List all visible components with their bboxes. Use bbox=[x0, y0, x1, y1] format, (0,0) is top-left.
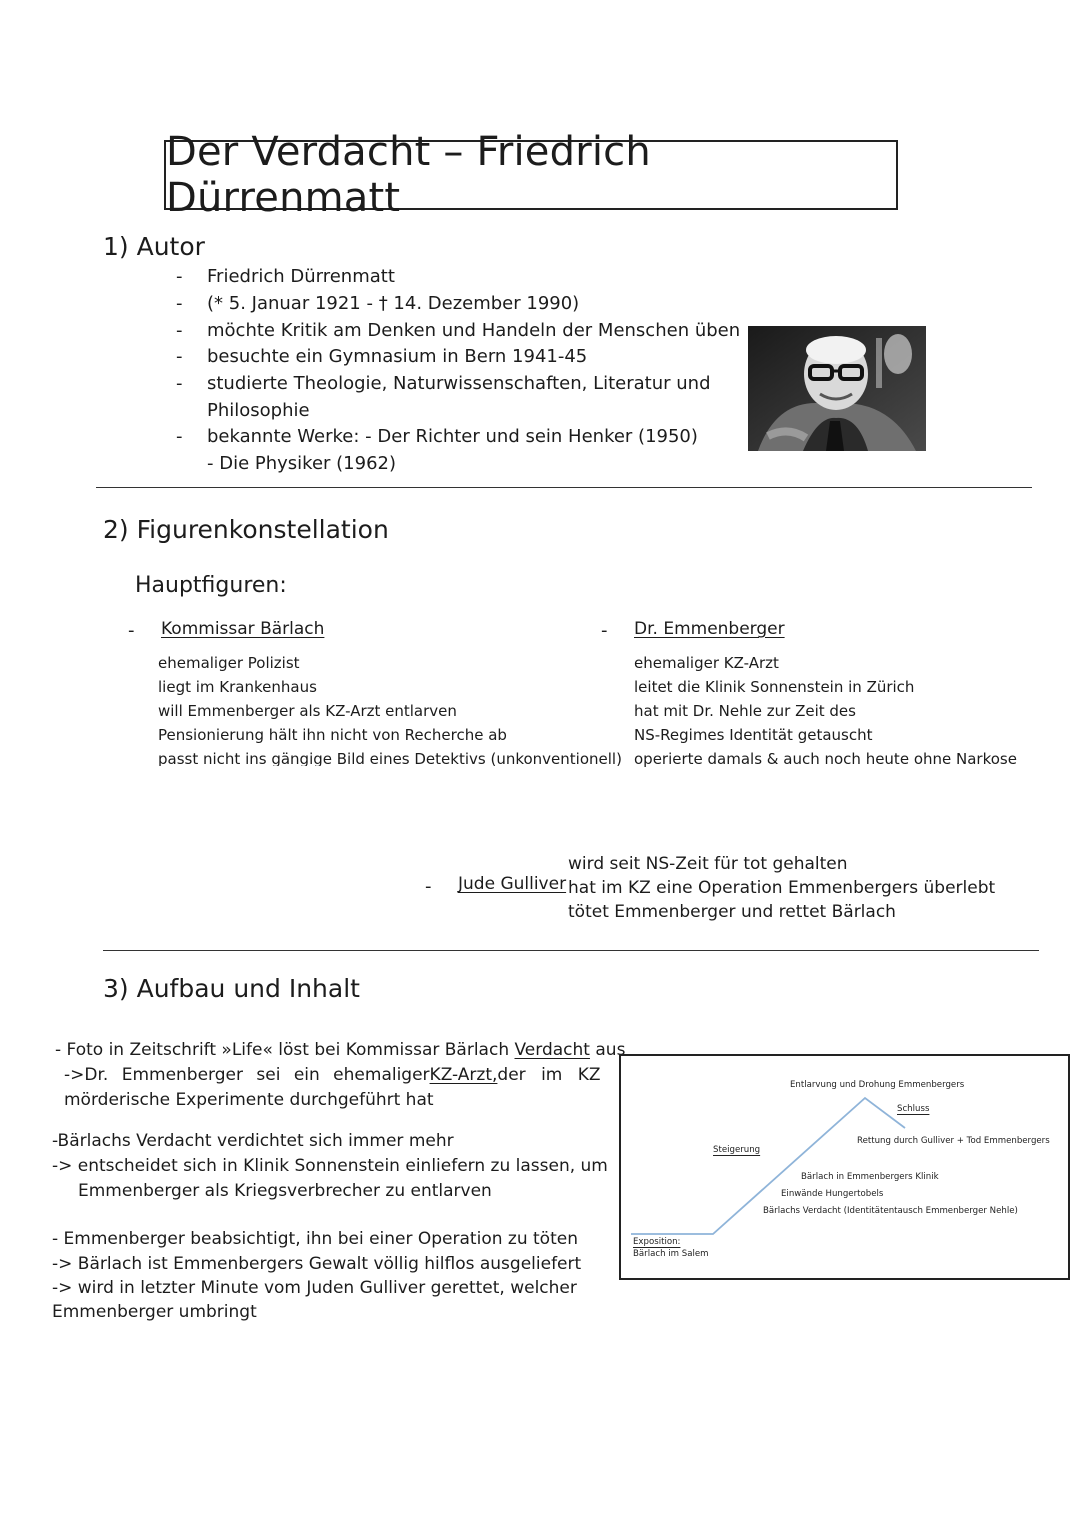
autor-item-name: Friedrich Dürrenmatt bbox=[207, 266, 395, 287]
section-heading-figuren: 2) Figurenkonstellation bbox=[103, 515, 389, 544]
label-step-klinik: Bärlach in Emmenbergers Klinik bbox=[801, 1172, 939, 1182]
bullet-dash: - bbox=[176, 293, 183, 314]
bullet-dash: - bbox=[601, 620, 608, 641]
detail-line: leitet die Klinik Sonnenstein in Zürich bbox=[634, 678, 915, 696]
author-photo bbox=[748, 326, 926, 451]
label-exposition: Exposition: bbox=[633, 1237, 681, 1247]
bullet-dash: - bbox=[176, 320, 183, 341]
label-exposition-sub: Bärlach im Salem bbox=[633, 1249, 709, 1259]
detail-line: operierte damals & auch noch heute ohne Narkose bbox=[634, 750, 1017, 768]
text-span: der im KZ bbox=[497, 1065, 601, 1085]
section-heading-aufbau: 3) Aufbau und Inhalt bbox=[103, 974, 360, 1003]
detail-line: will Emmenberger als KZ-Arzt entlarven bbox=[158, 702, 457, 720]
subheading-hauptfiguren: Hauptfiguren: bbox=[135, 573, 287, 598]
paragraph-line: -> entscheidet sich in Klinik Sonnenstein einliefern zu lassen, um bbox=[52, 1156, 608, 1176]
underlined-term-verdacht: Verdacht bbox=[514, 1040, 590, 1060]
detail-line: ehemaliger KZ-Arzt bbox=[634, 654, 779, 672]
label-hoehepunkt: Entlarvung und Drohung Emmenbergers bbox=[790, 1080, 965, 1090]
title-box bbox=[164, 129, 898, 221]
label-schluss: Schluss bbox=[897, 1104, 930, 1114]
paragraph-line bbox=[55, 1038, 625, 1063]
detail-line: hat im KZ eine Operation Emmenbergers überlebt bbox=[568, 878, 996, 898]
autor-item-gymnasium: besuchte ein Gymnasium in Bern 1941-45 bbox=[207, 346, 588, 367]
autor-item-kritik: möchte Kritik am Denken und Handeln der Menschen üben bbox=[207, 320, 741, 341]
section-heading-autor: 1) Autor bbox=[103, 232, 205, 261]
bullet-dash: - bbox=[176, 426, 183, 447]
text-span: aus bbox=[589, 1040, 626, 1060]
character-name-emmenberger: Dr. Emmenberger bbox=[634, 619, 785, 639]
section-divider bbox=[96, 487, 1032, 488]
plot-structure-diagram bbox=[619, 1054, 1070, 1280]
autor-item-werke: bekannte Werke: - Der Richter und sein Henker (1950) bbox=[207, 426, 698, 447]
character-name-gulliver: Jude Gulliver bbox=[458, 874, 567, 894]
detail-line: NS-Regimes Identität getauscht bbox=[634, 726, 873, 744]
paragraph-line: mörderische Experimente durchgeführt hat bbox=[64, 1090, 434, 1110]
autor-item-studium: studierte Theologie, Naturwissenschaften, Literatur und bbox=[207, 373, 711, 394]
label-steigerung: Steigerung bbox=[713, 1145, 761, 1155]
label-step-verdacht: Bärlachs Verdacht (Identitätentausch Emmenberger Nehle) bbox=[763, 1206, 1018, 1216]
paragraph-line: -> Bärlach ist Emmenbergers Gewalt völlig hilflos ausgeliefert bbox=[52, 1254, 582, 1274]
autor-item-studium-cont: Philosophie bbox=[207, 400, 310, 421]
paragraph-line: Emmenberger als Kriegsverbrecher zu entlarven bbox=[78, 1181, 492, 1201]
label-rettung: Rettung durch Gulliver + Tod Emmenbergers bbox=[857, 1136, 1050, 1146]
bullet-dash: - bbox=[425, 876, 432, 897]
detail-line: ehemaliger Polizist bbox=[158, 654, 300, 672]
author-photo-image bbox=[748, 326, 926, 451]
detail-line: tötet Emmenberger und rettet Bärlach bbox=[568, 902, 896, 922]
paragraph-line: - Emmenberger beabsichtigt, ihn bei einer Operation zu töten bbox=[52, 1229, 578, 1249]
paragraph-line: -Bärlachs Verdacht verdichtet sich immer mehr bbox=[52, 1131, 454, 1151]
bullet-dash: - bbox=[128, 620, 135, 641]
label-step-hungertobel: Einwände Hungertobels bbox=[781, 1189, 884, 1199]
section-divider bbox=[103, 950, 1039, 951]
detail-line: wird seit NS-Zeit für tot gehalten bbox=[568, 854, 848, 874]
detail-line: passt nicht ins gängige Bild eines Detektivs (unkonventionell) bbox=[158, 750, 622, 766]
character-name-baerlach: Kommissar Bärlach bbox=[161, 619, 325, 639]
detail-line: hat mit Dr. Nehle zur Zeit des bbox=[634, 702, 856, 720]
autor-item-werke-cont: - Die Physiker (1962) bbox=[207, 453, 396, 474]
paragraph-line: Emmenberger umbringt bbox=[52, 1302, 257, 1322]
bullet-dash: - bbox=[176, 346, 183, 367]
paragraph-line: -> wird in letzter Minute vom Juden Gulliver gerettet, welcher bbox=[52, 1278, 577, 1298]
page-title: Der Verdacht – Friedrich Dürrenmatt bbox=[166, 129, 651, 221]
autor-item-dates: (* 5. Januar 1921 - † 14. Dezember 1990) bbox=[207, 293, 580, 314]
underlined-term-kzarzt: KZ-Arzt, bbox=[429, 1065, 498, 1085]
detail-line: Pensionierung hält ihn nicht von Recherche ab bbox=[158, 726, 507, 744]
bullet-dash: - bbox=[176, 373, 183, 394]
bullet-dash: - bbox=[176, 266, 183, 287]
text-span: ->Dr. Emmenberger sei ein ehemaliger bbox=[64, 1065, 430, 1085]
paragraph-line bbox=[64, 1063, 600, 1088]
text-span: - Foto in Zeitschrift »Life« löst bei Kommissar Bärlach bbox=[55, 1040, 515, 1060]
detail-line: liegt im Krankenhaus bbox=[158, 678, 317, 696]
